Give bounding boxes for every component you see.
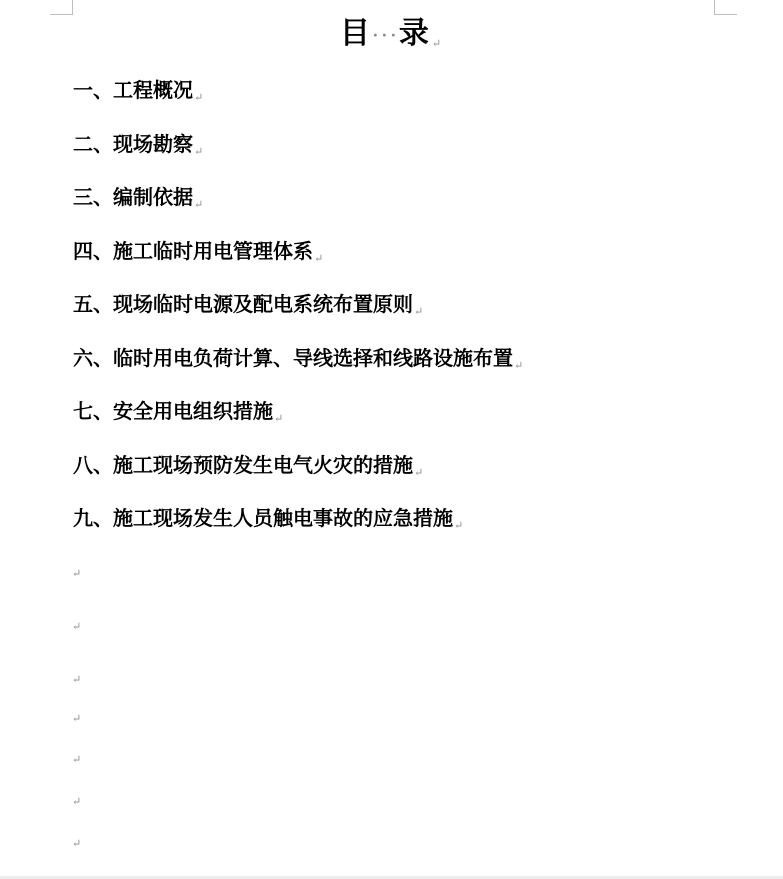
paragraph-mark-icon: ↵ bbox=[274, 412, 284, 425]
toc-item-3 bbox=[73, 179, 523, 233]
paragraph-mark-icon: ↵ bbox=[72, 620, 82, 633]
paragraph-mark-icon: ↵ bbox=[72, 673, 82, 686]
toc-item-1 bbox=[73, 72, 523, 126]
paragraph-mark-icon: ↵ bbox=[72, 795, 82, 808]
toc-item-6 bbox=[73, 340, 523, 394]
paragraph-mark-icon: ↵ bbox=[72, 712, 82, 725]
paragraph-mark-icon: ↵ bbox=[72, 753, 82, 766]
toc-item-text: 二、现场勘察 bbox=[73, 131, 193, 156]
toc-item-text: 三、编制依据 bbox=[73, 185, 193, 209]
paragraph-mark-icon: ↵ bbox=[414, 305, 424, 318]
toc-item-text: 七、安全用电组织措施 bbox=[73, 399, 273, 423]
paragraph-mark-icon: ↵ bbox=[194, 91, 204, 104]
paragraph-mark-icon: ↵ bbox=[514, 358, 524, 372]
toc-item-text: 九、施工现场发生人员触电事故的应急措施 bbox=[73, 506, 453, 530]
toc-item-7 bbox=[73, 393, 523, 447]
toc-item-text: 六、临时用电负荷计算、导线选择和线路设施布置 bbox=[73, 345, 513, 370]
title-char-1: 目 bbox=[339, 16, 372, 51]
toc-item-text: 五、现场临时电源及配电系统布置原则 bbox=[73, 292, 413, 316]
toc-item-text: 八、施工现场预防发生电气火灾的措施 bbox=[73, 452, 413, 477]
paragraph-mark-icon: ↵ bbox=[314, 251, 324, 265]
title-dots: ··· bbox=[371, 24, 399, 49]
paragraph-mark-icon: ↵ bbox=[454, 519, 464, 532]
paragraph-mark-icon: ↵ bbox=[72, 567, 82, 580]
empty-paragraphs bbox=[72, 0, 112, 879]
paragraph-mark-icon: ↵ bbox=[414, 465, 424, 479]
page-title bbox=[0, 12, 783, 66]
toc-item-text: 四、施工临时用电管理体系 bbox=[73, 238, 313, 263]
title-char-2: 录 bbox=[398, 16, 431, 51]
toc-item-5 bbox=[73, 286, 523, 340]
paragraph-mark-icon: ↵ bbox=[194, 144, 204, 158]
toc-item-4 bbox=[73, 233, 523, 287]
toc-item-text: 一、工程概况 bbox=[73, 78, 193, 102]
paragraph-mark-icon: ↵ bbox=[194, 198, 204, 211]
paragraph-mark-icon: ↵ bbox=[72, 837, 82, 850]
toc-item-2 bbox=[73, 126, 523, 180]
paragraph-mark-icon: ↵ bbox=[431, 37, 444, 50]
toc-item-9 bbox=[73, 500, 523, 554]
table-of-contents bbox=[73, 72, 523, 554]
toc-item-8 bbox=[73, 447, 523, 501]
